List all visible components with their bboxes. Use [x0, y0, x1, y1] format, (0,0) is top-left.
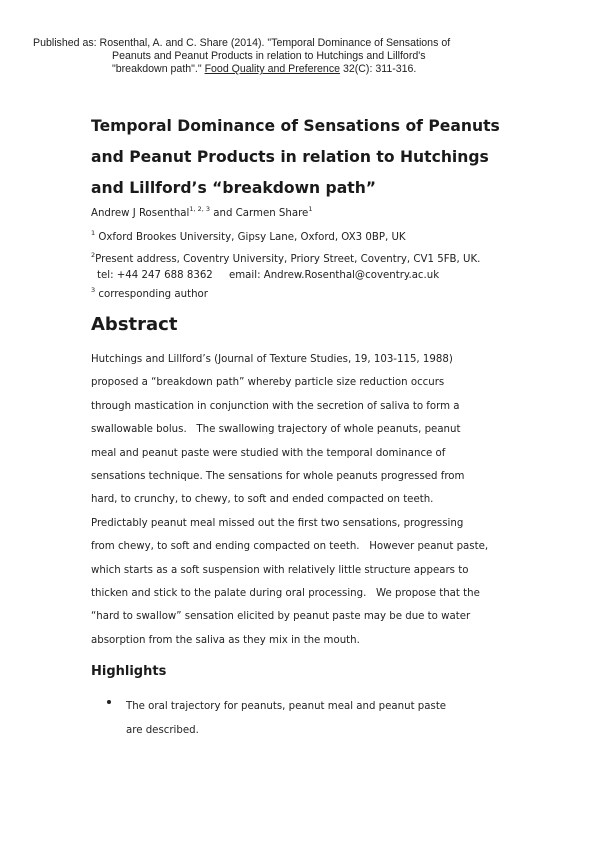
abstract-body — [91, 348, 511, 652]
abstract-line: proposed a “breakdown path” whereby particle size reduction occurs — [91, 377, 445, 389]
publication-note-line-2: Peanuts and Peanut Products in relation to Hutchings and Lillford's — [112, 50, 426, 62]
abstract-line: thicken and stick to the palate during oral processing. We propose that the — [91, 588, 480, 600]
abstract-line: meal and peanut paste were studied with the temporal dominance of — [91, 447, 446, 459]
affiliation-2-contact: tel: +44 247 688 8362 email: Andrew.Rosenthal@coventry.ac.uk — [97, 270, 440, 281]
affiliation-1-text: Oxford Brookes University, Gipsy Lane, Oxford, OX3 0BP, UK — [95, 232, 406, 243]
affiliation-3 — [91, 286, 208, 300]
abstract-line: which starts as a soft suspension with relatively little structure appears to — [91, 564, 469, 576]
abstract-line: sensations technique. The sensations for whole peanuts progressed from — [91, 471, 465, 483]
highlight-item-line-1: The oral trajectory for peanuts, peanut meal and peanut paste — [126, 701, 447, 712]
abstract-line: “hard to swallow” sensation elicited by peanut paste may be due to water — [91, 611, 471, 623]
paper-title-line-2: and Peanut Products in relation to Hutchings — [91, 148, 489, 166]
paper-title — [91, 111, 521, 204]
affiliation-2-line-1 — [91, 252, 480, 268]
publication-note-line-3-start: "breakdown path"." — [112, 63, 205, 75]
abstract-line: hard, to crunchy, to chewy, to soft and ended compacted on teeth. — [91, 494, 434, 506]
paper-title-line-1: Temporal Dominance of Sensations of Peanuts — [91, 117, 500, 135]
publication-note-line-1: Published as: Rosenthal, A. and C. Share (2014). "Temporal Dominance of Sensations of — [33, 37, 451, 49]
author-2-superscript: 1 — [308, 205, 313, 213]
affiliation-2 — [91, 252, 480, 284]
author-1-superscript: 1, 2, 3 — [189, 205, 211, 213]
affiliation-3-superscript: 3 — [91, 286, 96, 294]
affiliation-3-text: corresponding author — [95, 289, 208, 300]
abstract-line: from chewy, to soft and ending compacted on teeth. However peanut paste, — [91, 541, 489, 553]
affiliation-1 — [91, 229, 406, 243]
abstract-heading: Abstract — [91, 314, 178, 335]
highlights-heading: Highlights — [91, 664, 167, 679]
highlight-item-line-2: are described. — [126, 725, 199, 736]
author-line — [91, 205, 313, 219]
paper-title-line-3: and Lillford’s “breakdown path” — [91, 179, 377, 197]
affiliation-2-superscript: 2 — [91, 251, 96, 259]
affiliation-2-text: Present address, Coventry University, Priory Street, Coventry, CV1 5FB, UK. — [95, 254, 481, 265]
journal-name-link[interactable]: Food Quality and Preference — [204, 63, 341, 75]
abstract-line: Predictably peanut meal missed out the first two sensations, progressing — [91, 517, 464, 529]
affiliation-1-superscript: 1 — [91, 229, 96, 237]
abstract-line: Hutchings and Lillford’s (Journal of Texture Studies, 19, 103-115, 1988) — [91, 354, 453, 365]
publication-note-line-3 — [33, 63, 553, 76]
abstract-line: absorption from the saliva as they mix in the mouth. — [91, 634, 360, 646]
highlight-item — [126, 695, 516, 743]
author-1: Andrew J Rosenthal — [91, 208, 190, 219]
publication-note-line-3-end: 32(C): 311-316. — [340, 63, 417, 75]
author-2: and Carmen Share — [210, 208, 309, 219]
abstract-line: through mastication in conjunction with the secretion of saliva to form a — [91, 400, 460, 412]
bullet-icon — [107, 700, 111, 704]
abstract-line: swallowable bolus. The swallowing trajectory of whole peanuts, peanut — [91, 424, 461, 436]
publication-note — [33, 37, 553, 76]
